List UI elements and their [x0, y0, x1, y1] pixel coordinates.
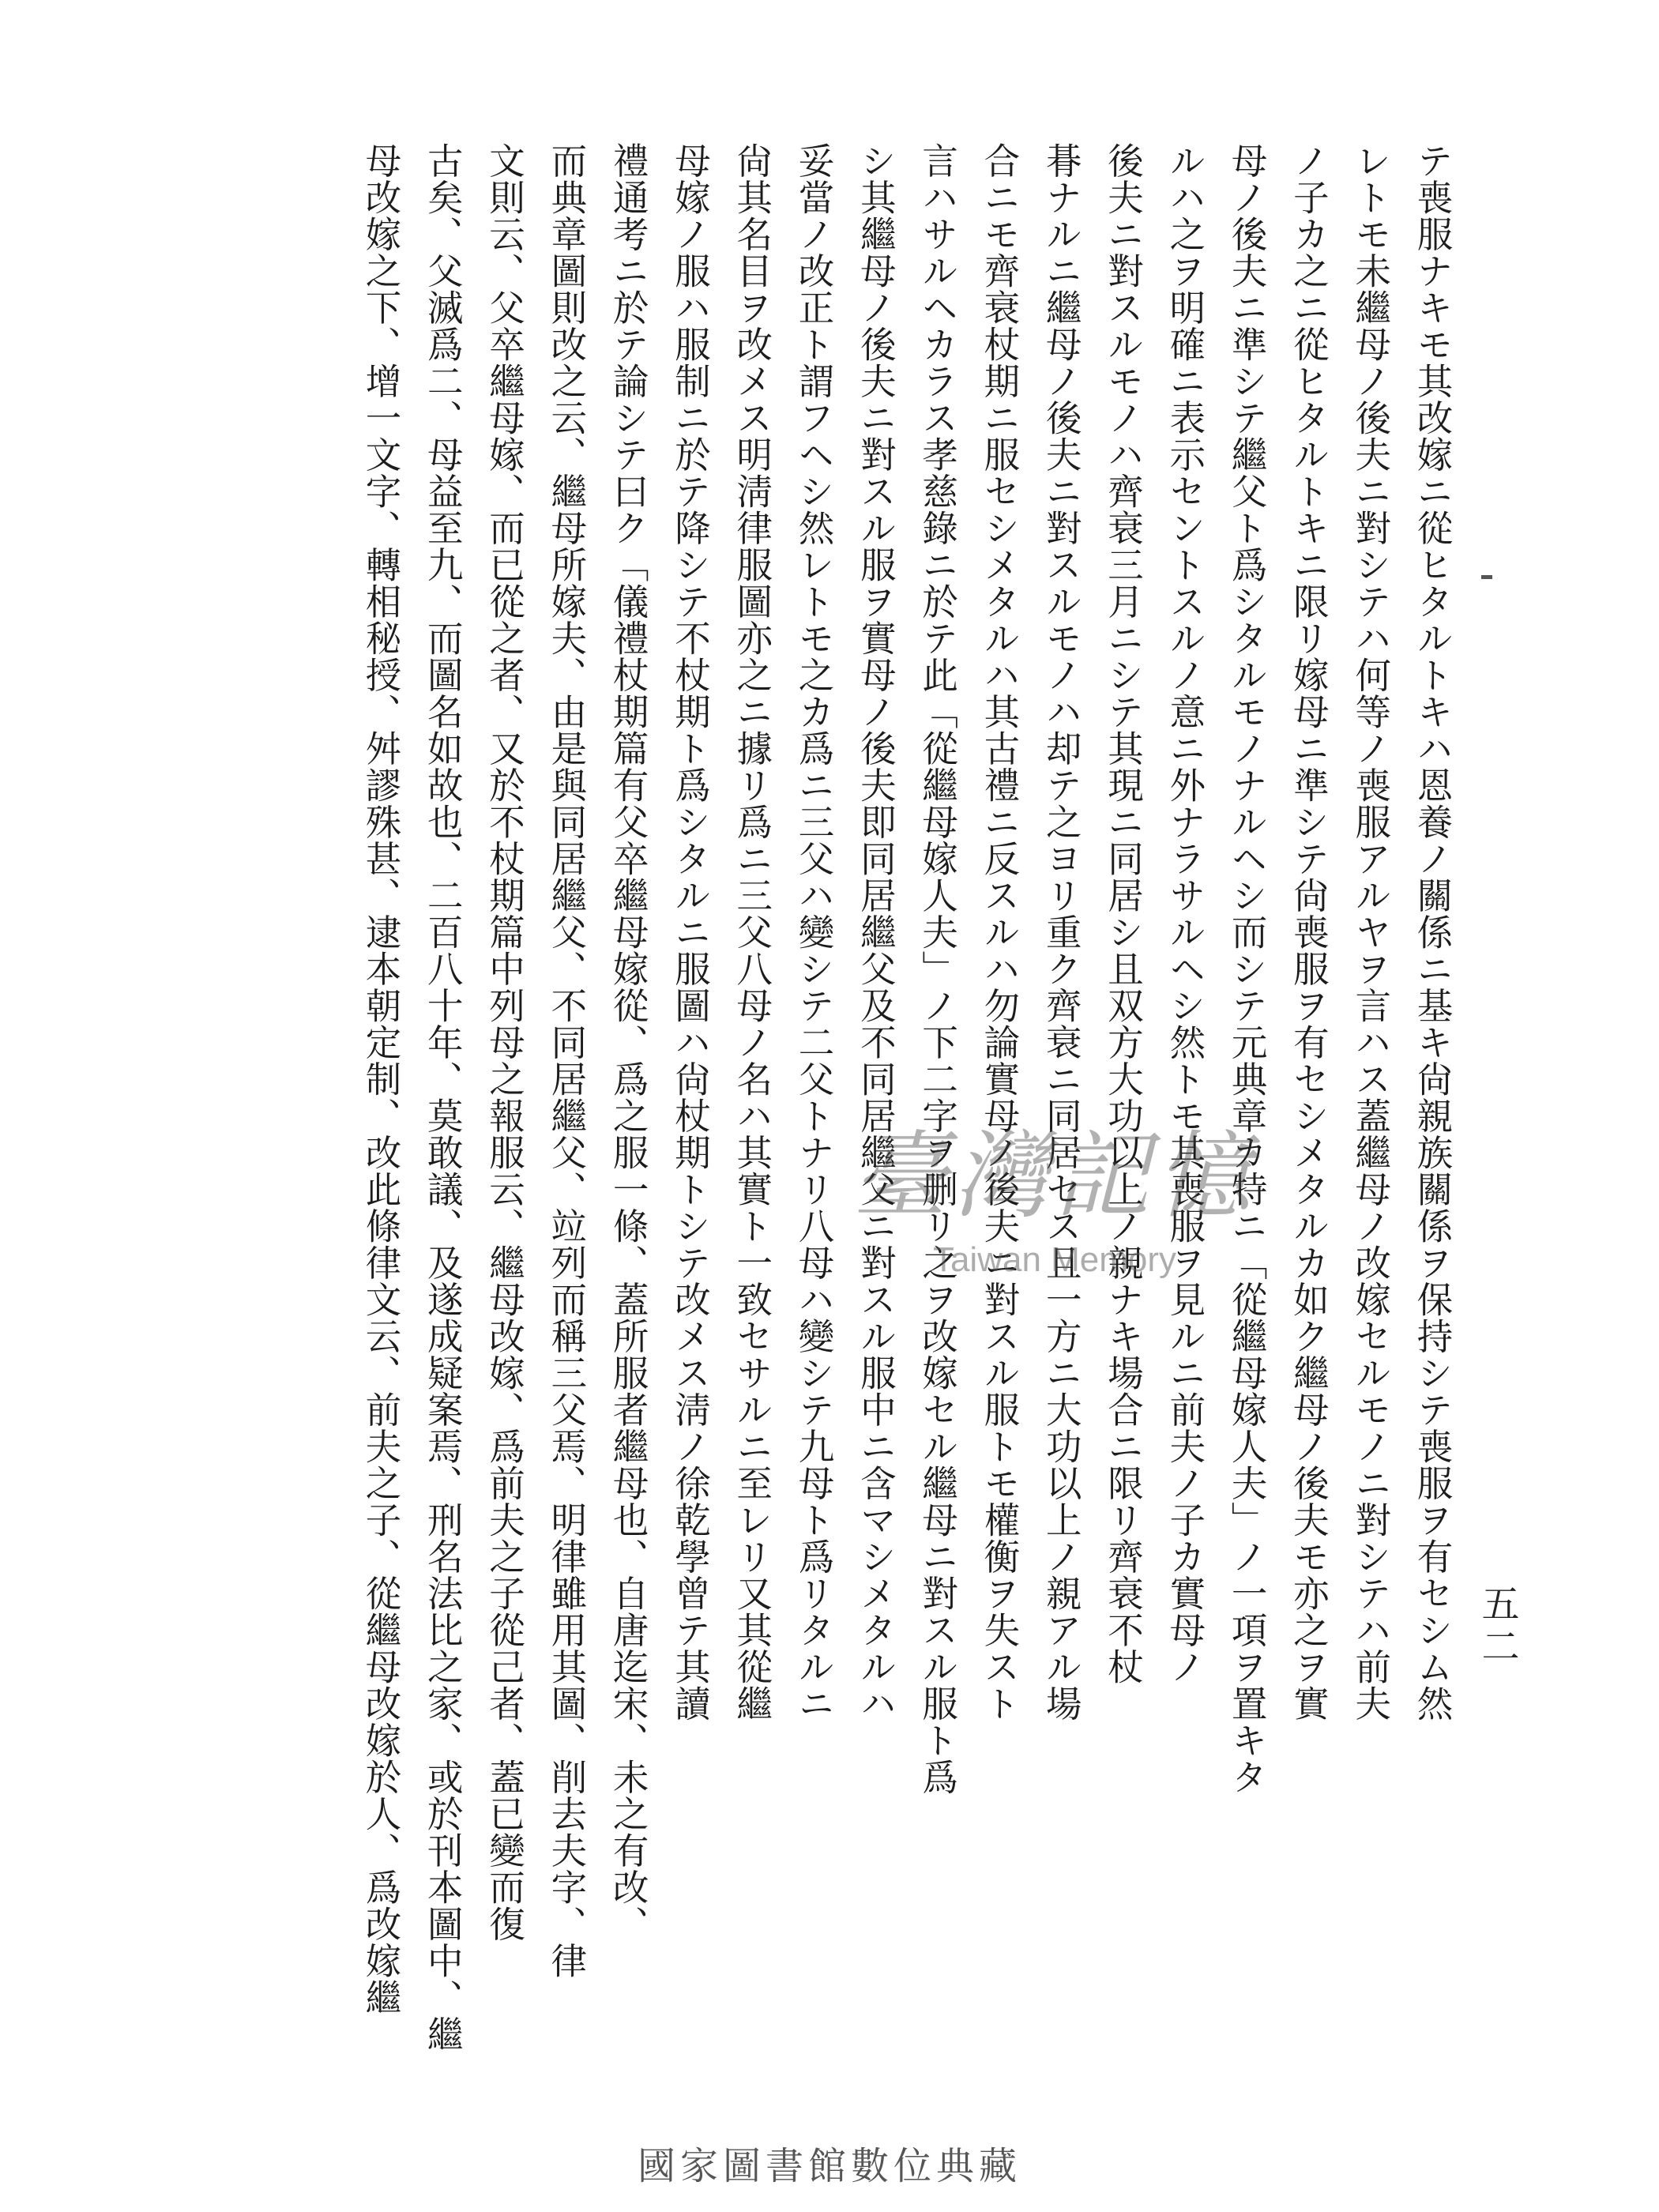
text-line: シ其繼母ノ後夫ニ對スル服ヲ實母ノ後夫即同居繼父及不同居繼父ニ對スル服中ニ含マシメタルハ — [855, 142, 897, 1722]
text-line: ルハ之ヲ明確ニ表示セントスルノ意ニ外ナラサルヘシ然トモ其喪服ヲ見ルニ前夫ノ子カ實母ノ — [1164, 142, 1206, 1685]
text-line: 後夫ニ對スルモノハ齊衰三月ニシテ其現ニ同居シ且双方大功以上ノ親ナキ場合ニ限リ齊衰不杖 — [1102, 142, 1145, 1685]
text-line: 言ハサルヘカラス孝慈錄ニ於テ此「從繼母嫁人夫」ノ下二字ヲ删リ之ヲ改嫁セル繼母ニ對スル服ト爲 — [916, 142, 959, 1796]
watermark-english-text: Taiwan Memory — [932, 1240, 1177, 1279]
text-line: テ喪服ナキモ其改嫁ニ從ヒタルトキハ恩養ノ關係ニ基キ尙親族關係ヲ保持シテ喪服ヲ有セシム然 — [1412, 142, 1454, 1722]
text-line: レトモ未繼母ノ後夫ニ對シテハ何等ノ喪服アルヤヲ言ハス蓋繼母ノ改嫁セルモノニ對シテハ前夫 — [1349, 142, 1392, 1722]
text-line: 而典章圖則改之云、繼母所嫁夫、由是與同居繼父、不同居繼父、竝列而稱三父焉、明律雖用其圖、削去夫字、律 — [545, 142, 588, 1979]
margin-mark — [1481, 575, 1492, 579]
text-line: 母改嫁之下、增一文字、轉相秘授、舛謬殊甚、逮本朝定制、改此條律文云、前夫之子、從繼母改嫁於人、爲改嫁繼 — [359, 142, 402, 2016]
text-line: 文則云、父卒繼母嫁、而已從之者、又於不杖期篇中列母之報服云、繼母改嫁、爲前夫之子從己者、蓋已變而復 — [483, 142, 526, 1943]
text-line: 妥當ノ改正ト謂フヘシ然レトモ之カ爲ニ三父ハ變シテ二父トナリ八母ハ變シテ九母ト爲リタルニ — [793, 142, 836, 1722]
text-line: 母ノ後夫ニ準シテ繼父ト爲シタルモノナルヘシ而シテ元典章カ特ニ「從繼母嫁人夫」ノ一項ヲ置キタ — [1226, 142, 1269, 1796]
text-line: 合ニモ齊衰杖期ニ服セシメタルハ其古禮ニ反スルハ勿論實母ノ後夫ニ對スル服トモ權衡ヲ失スト — [978, 142, 1021, 1722]
watermark-chinese-text: 臺灣記憶 — [852, 1122, 1257, 1232]
text-line: 尙其名目ヲ改メス明淸律服圖亦之ニ據リ爲ニ三父八母ノ名ハ其實ト一致セサルニ至レリ又其從繼 — [731, 142, 773, 1722]
text-line: 朞ナルニ繼母ノ後夫ニ對スルモノハ却テ之ヨリ重ク齊衰ニ同居セス且一方ニ大功以上ノ親アル場 — [1040, 142, 1083, 1722]
page-number: 五二 — [1475, 1584, 1519, 1669]
body-text — [175, 142, 1463, 2070]
text-line: 母嫁ノ服ハ服制ニ於テ降シテ不杖期ト爲シタルニ服圖ハ尙杖期トシテ改メス淸ノ徐乾學曾テ其讀 — [669, 142, 712, 1722]
text-line: 禮通考ニ於テ論シテ曰ク「儀禮杖期篇有父卒繼母嫁從、爲之服一條、蓋所服者繼母也、自唐迄宋、未之有改、 — [608, 142, 650, 1943]
footer-archive-label: 國家圖書館數位典藏 — [637, 2144, 1021, 2188]
text-line: ノ子カ之ニ從ヒタルトキニ限リ嫁母ニ準シテ尙喪服ヲ有セシメタルカ如ク繼母ノ後夫モ亦之ヲ實 — [1288, 142, 1330, 1722]
text-line: 古矣、父滅爲二、母益至九、而圖名如故也、二百八十年、莫敢議、及遂成疑案焉、刑名法比之家、或於刊本圖中、繼 — [422, 142, 465, 2052]
